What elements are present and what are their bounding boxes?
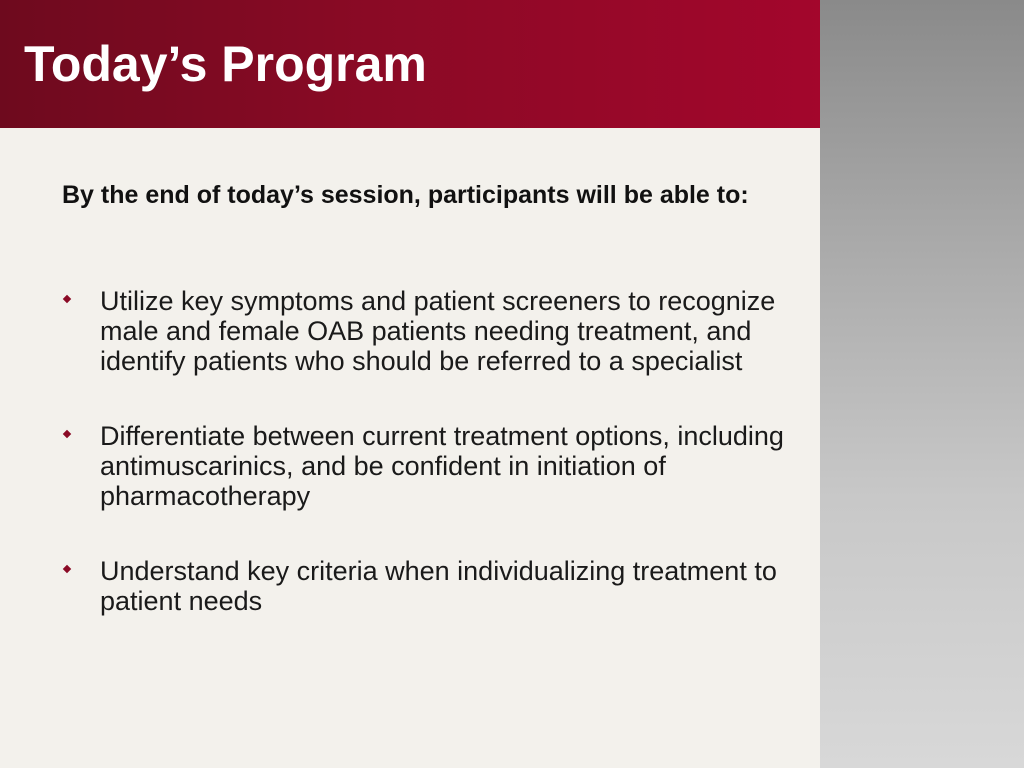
title-bar <box>0 0 820 128</box>
objective-item <box>62 556 802 616</box>
intro-text: By the end of today’s session, participants will be able to: <box>62 181 749 209</box>
objective-item <box>62 421 802 511</box>
diamond-bullet-icon <box>63 430 71 438</box>
objective-text: Utilize key symptoms and patient screeners to recognize male and female OAB patients needing treatment, and identify patients who should be referred to a specialist <box>100 286 776 376</box>
objective-item <box>62 286 802 376</box>
slide-title: Today’s Program <box>24 36 427 92</box>
objective-text: Understand key criteria when individualizing treatment to patient needs <box>100 556 777 616</box>
diamond-bullet-icon <box>63 565 71 573</box>
objective-text: Differentiate between current treatment options, including antimuscarinics, and be confident in initiation of pharmacotherapy <box>100 421 784 511</box>
side-panel <box>820 0 1024 768</box>
diamond-bullet-icon <box>63 295 71 303</box>
objectives-list <box>62 286 802 661</box>
